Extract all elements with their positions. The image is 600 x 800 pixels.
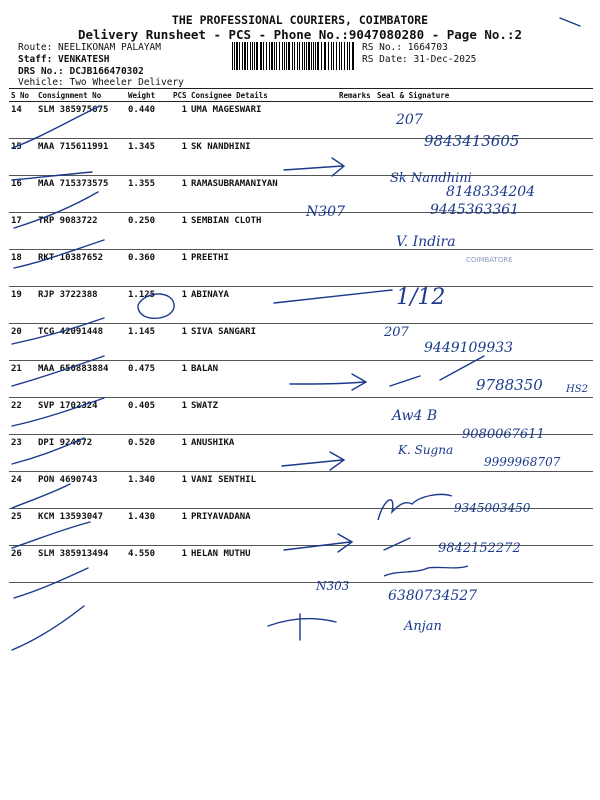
handwritten-note: N307 <box>306 204 345 220</box>
consignment-cell: SLM 385975675 <box>36 102 126 139</box>
remarks-cell <box>337 139 375 176</box>
col-remarks: Remarks <box>337 89 375 102</box>
consignment-cell: KCM 13593047 <box>36 509 126 546</box>
col-weight: Weight <box>126 89 171 102</box>
consignment-cell: DPI 924072 <box>36 435 126 472</box>
remarks-cell <box>337 250 375 287</box>
handwritten-phone: 9843413605 <box>424 132 520 150</box>
weight-cell: 1.430 <box>126 509 171 546</box>
sno-cell: 21 <box>9 361 36 398</box>
col-pcs: PCS <box>171 89 189 102</box>
pcs-cell: 1 <box>171 324 189 361</box>
consignee-cell: UMA MAGESWARI <box>189 102 337 139</box>
pcs-cell: 1 <box>171 176 189 213</box>
remarks-cell <box>337 398 375 435</box>
table-row <box>9 213 593 250</box>
sno-cell: 22 <box>9 398 36 435</box>
pcs-cell: 1 <box>171 472 189 509</box>
table-row <box>9 250 593 287</box>
table-row <box>9 361 593 398</box>
weight-cell: 0.360 <box>126 250 171 287</box>
handwritten-note: 207 <box>384 325 409 340</box>
remarks-cell <box>337 213 375 250</box>
table-row <box>9 287 593 324</box>
handwritten-note: HS2 <box>566 384 588 395</box>
table-row <box>9 176 593 213</box>
remarks-cell <box>337 102 375 139</box>
table-row <box>9 509 593 546</box>
consignee-cell: BALAN <box>189 361 337 398</box>
handwritten-signature: Anjan <box>404 619 442 634</box>
staff-label: Staff: VENKATESH <box>18 54 110 65</box>
consignee-cell: SWATZ <box>189 398 337 435</box>
handwritten-signature: Sk Nandhini <box>390 171 472 186</box>
rs-no-label: RS No.: 1664703 <box>362 42 448 53</box>
pcs-cell: 1 <box>171 250 189 287</box>
table-row <box>9 398 593 435</box>
handwritten-note: N303 <box>316 579 350 593</box>
pcs-cell: 1 <box>171 546 189 583</box>
weight-cell: 1.125 <box>126 287 171 324</box>
pcs-cell: 1 <box>171 509 189 546</box>
handwritten-signature: Aw4 B <box>392 408 438 424</box>
col-sno: S No <box>9 89 36 102</box>
consignee-cell: HELAN MUTHU <box>189 546 337 583</box>
seal-cell <box>375 546 593 583</box>
barcode <box>232 42 356 70</box>
weight-cell: 0.475 <box>126 361 171 398</box>
pcs-cell: 1 <box>171 139 189 176</box>
seal-cell <box>375 287 593 324</box>
handwritten-note: 207 <box>396 112 423 128</box>
seal-cell <box>375 250 593 287</box>
seal-cell <box>375 509 593 546</box>
seal-cell <box>375 435 593 472</box>
sno-cell: 14 <box>9 102 36 139</box>
sno-cell: 15 <box>9 139 36 176</box>
remarks-cell <box>337 176 375 213</box>
runsheet-table <box>9 88 593 583</box>
vehicle-label: Vehicle: Two Wheeler Delivery <box>18 77 184 88</box>
col-seal: Seal & Signature <box>375 89 593 102</box>
consignment-cell: SLM 385913494 <box>36 546 126 583</box>
sno-cell: 17 <box>9 213 36 250</box>
seal-cell <box>375 176 593 213</box>
consignment-cell: TRP 9083722 <box>36 213 126 250</box>
weight-cell: 0.440 <box>126 102 171 139</box>
handwritten-phone: 6380734527 <box>388 588 478 604</box>
sno-cell: 19 <box>9 287 36 324</box>
handwritten-phone: 9788350 <box>476 376 543 394</box>
seal-cell <box>375 398 593 435</box>
tick-mark <box>12 606 84 650</box>
consignment-cell: PON 4690743 <box>36 472 126 509</box>
pcs-cell: 1 <box>171 398 189 435</box>
handwritten-phone: 8148334204 <box>446 184 536 200</box>
consignee-cell: RAMASUBRAMANIYAN <box>189 176 337 213</box>
table-header-row <box>9 89 593 102</box>
remarks-cell <box>337 287 375 324</box>
table-row <box>9 435 593 472</box>
company-stamp: COIMBATORE <box>466 256 513 264</box>
sno-cell: 18 <box>9 250 36 287</box>
pcs-cell: 1 <box>171 102 189 139</box>
seal-cell <box>375 472 593 509</box>
handwritten-signature: K. Sugna <box>398 443 454 457</box>
remarks-cell <box>337 324 375 361</box>
consignment-cell: RKT 10387652 <box>36 250 126 287</box>
consignee-cell: PREETHI <box>189 250 337 287</box>
pcs-cell: 1 <box>171 213 189 250</box>
weight-cell: 4.550 <box>126 546 171 583</box>
seal-cell <box>375 361 593 398</box>
handwritten-phone: 9445363361 <box>430 202 520 218</box>
weight-cell: 0.520 <box>126 435 171 472</box>
consignment-cell: MAA 715611991 <box>36 139 126 176</box>
arrow-mark <box>268 614 336 640</box>
route-label: Route: NEELIKONAM PALAYAM <box>18 42 161 53</box>
consignment-cell: SVP 1702324 <box>36 398 126 435</box>
weight-cell: 1.355 <box>126 176 171 213</box>
handwritten-signature: V. Indira <box>396 234 456 250</box>
weight-cell: 1.145 <box>126 324 171 361</box>
remarks-cell <box>337 361 375 398</box>
remarks-cell <box>337 435 375 472</box>
consignment-cell: TCG 42091448 <box>36 324 126 361</box>
consignment-cell: MAA 715373575 <box>36 176 126 213</box>
remarks-cell <box>337 472 375 509</box>
pcs-cell: 1 <box>171 287 189 324</box>
seal-cell <box>375 102 593 139</box>
seal-cell <box>375 213 593 250</box>
weight-cell: 0.250 <box>126 213 171 250</box>
consignee-cell: SIVA SANGARI <box>189 324 337 361</box>
consignment-cell: MAA 650883884 <box>36 361 126 398</box>
col-consignment: Consignment No <box>36 89 126 102</box>
sno-cell: 16 <box>9 176 36 213</box>
consignee-cell: ANUSHIKA <box>189 435 337 472</box>
seal-cell <box>375 324 593 361</box>
col-consignee: Consignee Details <box>189 89 337 102</box>
pcs-cell: 1 <box>171 435 189 472</box>
sno-cell: 24 <box>9 472 36 509</box>
handwritten-phone: 9449109933 <box>424 340 514 356</box>
handwritten-date: 1/12 <box>396 285 446 310</box>
table-row <box>9 139 593 176</box>
consignee-cell: ABINAYA <box>189 287 337 324</box>
table-row <box>9 546 593 583</box>
table-row <box>9 472 593 509</box>
rs-date-label: RS Date: 31-Dec-2025 <box>362 54 477 65</box>
consignment-cell: RJP 3722388 <box>36 287 126 324</box>
handwritten-phone: 9080067611 <box>462 427 545 442</box>
table-row <box>9 324 593 361</box>
consignee-cell: SEMBIAN CLOTH <box>189 213 337 250</box>
weight-cell: 1.345 <box>126 139 171 176</box>
table-row <box>9 102 593 139</box>
seal-cell <box>375 139 593 176</box>
consignee-cell: VANI SENTHIL <box>189 472 337 509</box>
handwritten-phone: 9842152272 <box>438 541 521 556</box>
remarks-cell <box>337 509 375 546</box>
weight-cell: 1.340 <box>126 472 171 509</box>
sno-cell: 20 <box>9 324 36 361</box>
consignee-cell: PRIYAVADANA <box>189 509 337 546</box>
sno-cell: 25 <box>9 509 36 546</box>
weight-cell: 0.405 <box>126 398 171 435</box>
sno-cell: 23 <box>9 435 36 472</box>
remarks-cell <box>337 546 375 583</box>
handwritten-phone: 9345003450 <box>454 501 531 515</box>
runsheet-title: Delivery Runsheet - PCS - Phone No.:9047080280 - Page No.:2 <box>77 27 522 42</box>
sno-cell: 26 <box>9 546 36 583</box>
drs-label: DRS No.: DCJB166470302 <box>18 66 144 77</box>
company-name: THE PROFESSIONAL COURIERS, COIMBATORE <box>171 13 429 27</box>
handwritten-phone: 9999968707 <box>484 455 561 469</box>
consignee-cell: SK NANDHINI <box>189 139 337 176</box>
pcs-cell: 1 <box>171 361 189 398</box>
